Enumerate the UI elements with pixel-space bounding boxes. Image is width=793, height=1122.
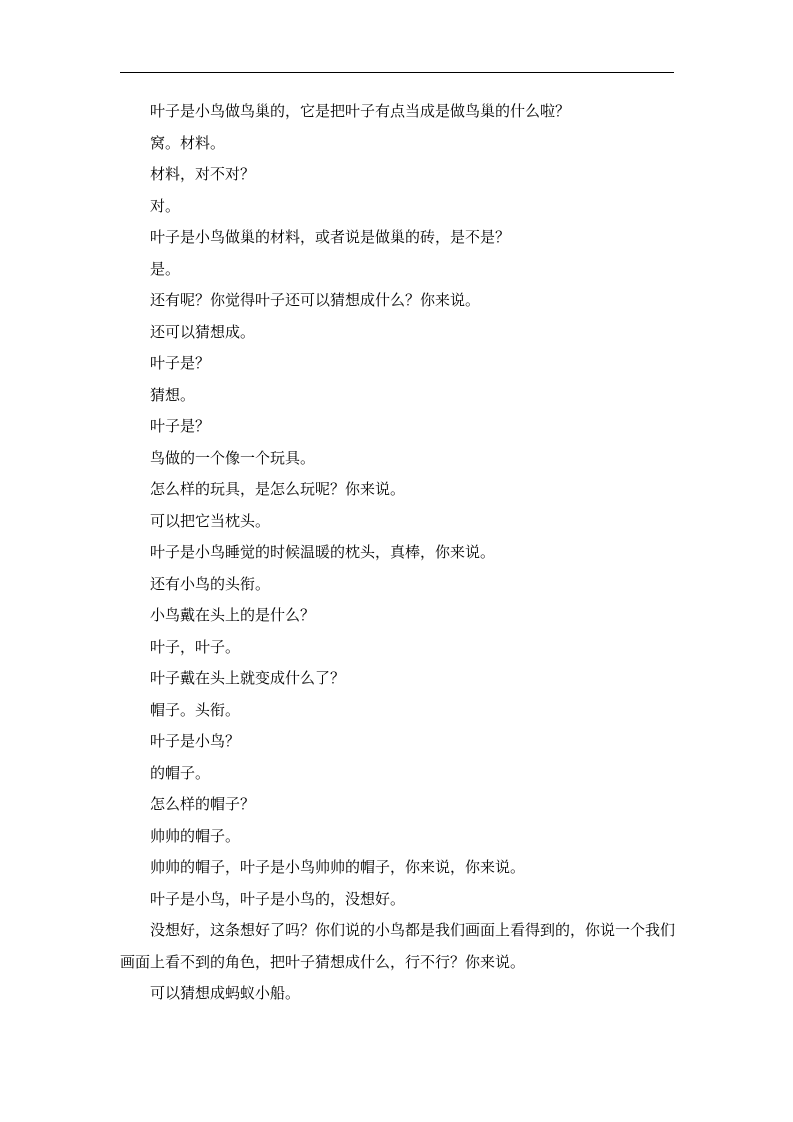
- paragraph: 叶子是？: [150, 417, 211, 435]
- paragraph: 叶子戴在头上就变成什么了？: [150, 669, 346, 687]
- paragraph: 还有小鸟的头衔。: [150, 574, 271, 593]
- document-body: [120, 96, 676, 1010]
- paragraph: 帅帅的帽子。: [150, 826, 241, 845]
- paragraph: 叶子是小鸟，叶子是小鸟的，没想好。: [150, 889, 406, 908]
- paragraph: 可以把它当枕头。: [150, 511, 271, 530]
- paragraph: 鸟做的一个像一个玩具。: [150, 448, 316, 467]
- paragraph: 窝。材料。: [150, 133, 226, 152]
- header-rule: [120, 72, 674, 73]
- paragraph: 怎么样的帽子？: [150, 795, 256, 813]
- paragraph: 猜想。: [150, 385, 196, 404]
- paragraph: 叶子是小鸟做鸟巢的，它是把叶子有点当成是做鸟巢的什么啦？: [150, 102, 571, 120]
- paragraph: 还可以猜想成。: [150, 322, 256, 341]
- paragraph: 还有呢？你觉得叶子还可以猜想成什么？你来说。: [150, 291, 481, 309]
- paragraph: 叶子是小鸟？: [150, 732, 241, 750]
- paragraph: 帅帅的帽子，叶子是小鸟帅帅的帽子，你来说，你来说。: [150, 858, 526, 876]
- paragraph: 小鸟戴在头上的是什么？: [150, 606, 316, 624]
- paragraph: 帽子。头衔。: [150, 700, 241, 719]
- paragraph: 的帽子。: [150, 763, 211, 782]
- paragraph: 是。: [150, 259, 181, 278]
- paragraph: 怎么样的玩具，是怎么玩呢？你来说。: [150, 480, 406, 498]
- paragraph: 没想好，这条想好了吗？你们说的小鸟都是我们画面上看得到的，你说一个我们画面上看不到的角色，把叶子猜想成什么，行不行？你来说。: [120, 921, 676, 971]
- paragraph: 叶子是？: [150, 354, 211, 372]
- paragraph: 叶子，叶子。: [150, 637, 241, 656]
- paragraph: 可以猜想成蚂蚁小船。: [150, 984, 301, 1002]
- paragraph: 对。: [150, 196, 181, 215]
- paragraph: 叶子是小鸟睡觉的时候温暖的枕头，真棒，你来说。: [150, 543, 496, 561]
- paragraph: 材料，对不对？: [150, 165, 256, 183]
- paragraph: 叶子是小鸟做巢的材料，或者说是做巢的砖，是不是？: [150, 228, 511, 246]
